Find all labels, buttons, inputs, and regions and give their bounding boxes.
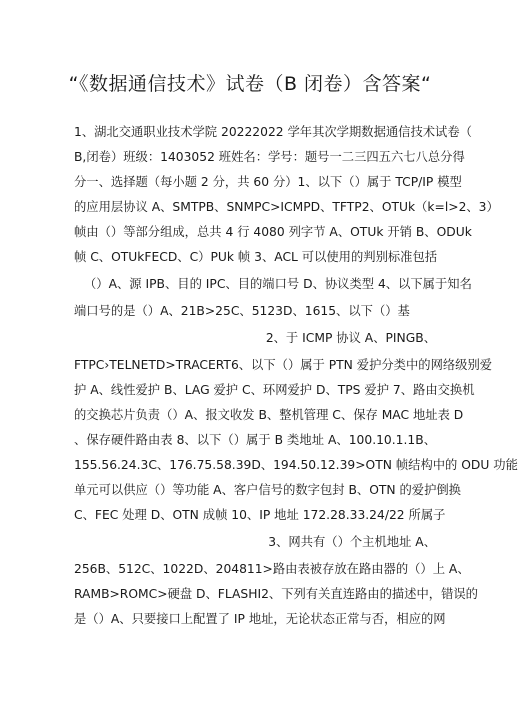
text-line: RAMB>ROMC>硬盘 D、FLASHI2、下列有关直连路由的描述中，错误的 bbox=[74, 587, 478, 601]
text-line: 256B、512C、1022D、204811>路由表被存放在路由器的（）上 A、 bbox=[74, 562, 470, 576]
text-line: B,闭卷）班级：1403052 班姓名：学号：题号一二三四五六七八总分得 bbox=[74, 150, 465, 164]
text-line: 帧 C、OTUkFECD、C）PUk 帧 3、ACL 可以使用的判别标准包括 bbox=[74, 250, 438, 264]
text-line: 、保存硬件路由表 8、以下（）属于 B 类地址 A、100.10.1.1B、 bbox=[74, 433, 436, 447]
text-line: C、FEC 处理 D、OTN 成帧 10、IP 地址 172.28.33.24/22 所属子 bbox=[74, 508, 446, 522]
text-line: （）A、源 IPB、目的 IPC、目的端口号 D、协议类型 4、以下属于知名 bbox=[84, 277, 472, 291]
text-line: 端口号的是（）A、21B>25C、5123D、1615、以下（）基 bbox=[74, 304, 410, 318]
text-line: 分一、选择题（每小题 2 分，共 60 分）1、以下（）属于 TCP/IP 模型 bbox=[74, 175, 462, 189]
text-line: 2、于 ICMP 协议 A、PINGB、 bbox=[265, 331, 436, 345]
text-line: FTPC›TELNETD>TRACERT6、以下（）属于 PTN 爱护分类中的网络级别爱 bbox=[74, 358, 493, 372]
text-line: 的交换芯片负责（）A、报文收发 B、整机管理 C、保存 MAC 地址表 D bbox=[74, 408, 464, 422]
text-line: 是（）A、只要接口上配置了 IP 地址，无论状态正常与否，相应的网 bbox=[74, 612, 446, 626]
text-line: 护 A、线性爱护 B、LAG 爱护 C、环网爱护 D、TPS 爱护 7、路由交换机 bbox=[74, 383, 475, 397]
text-line: 帧由（）等部分组成，总共 4 行 4080 列字节 A、OTUk 开销 B、ODUk bbox=[74, 225, 472, 239]
text-line: 1、湖北交通职业技术学院 20222022 学年其次学期数据通信技术试卷（ bbox=[74, 125, 472, 139]
text-line: 3、网共有（）个主机地址 A、 bbox=[268, 535, 436, 549]
text-line: 的应用层协议 A、SMTPB、SNMPC>ICMPD、TFTP2、OTUk（k=l>2、3） bbox=[74, 200, 499, 214]
text-line: 单元可以供应（）等功能 A、客户信号的数字包封 B、OTN 的爱护倒换 bbox=[74, 483, 461, 497]
text-line: 155.56.24.3C、176.75.58.39D、194.50.12.39>OTN 帧结构中的 ODU 功能 bbox=[74, 458, 518, 472]
document-title: “《数据通信技术》试卷（B 闭卷）含答案“ bbox=[68, 73, 432, 95]
